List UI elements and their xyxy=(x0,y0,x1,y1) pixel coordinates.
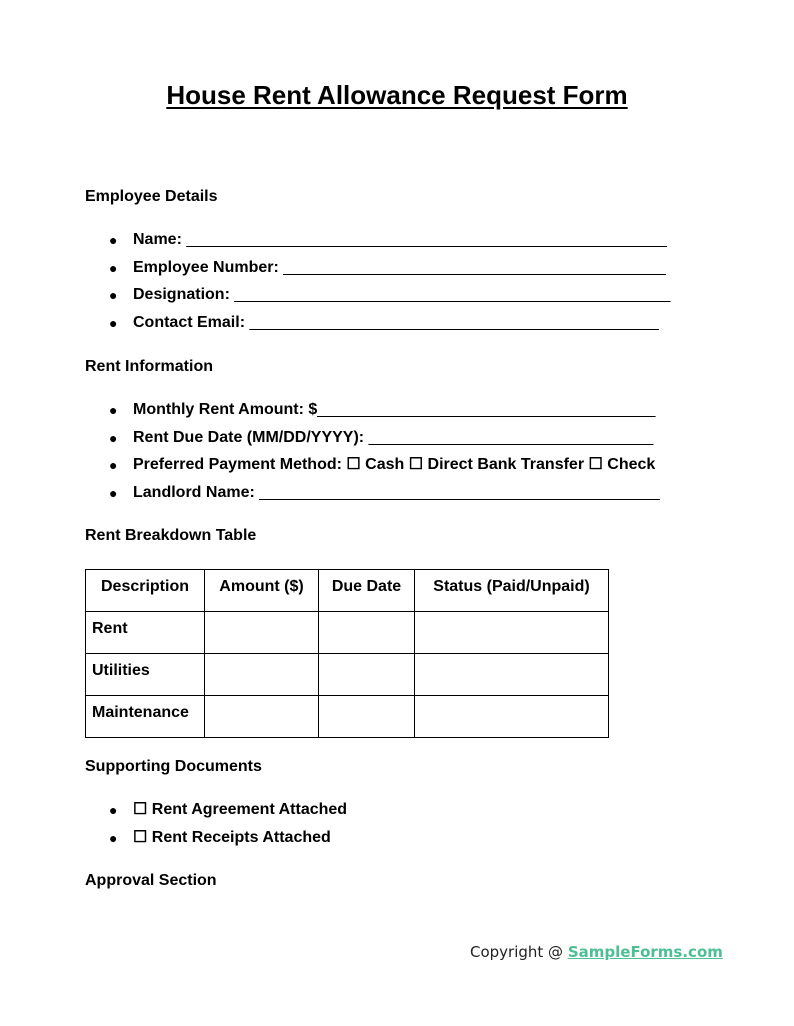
landlord-name-blank-line[interactable]: _____________________________________________ xyxy=(254,483,660,501)
row-description-rent: Rent xyxy=(86,612,205,654)
employee-number-blank-line[interactable]: ___________________________________________ xyxy=(278,258,666,276)
table-cell[interactable] xyxy=(319,612,415,654)
list-item xyxy=(85,484,660,512)
table-cell[interactable] xyxy=(205,696,319,738)
table-cell[interactable] xyxy=(415,612,609,654)
list-item xyxy=(85,231,670,259)
bullet-icon: ● xyxy=(109,232,118,248)
supporting-documents-heading: Supporting Documents xyxy=(85,758,262,775)
rent-breakdown-heading: Rent Breakdown Table xyxy=(85,527,257,544)
monthly-rent-blank-line[interactable]: ______________________________________ xyxy=(317,401,656,418)
bullet-icon: ● xyxy=(109,402,118,418)
rent-information-list xyxy=(85,401,660,511)
table-row xyxy=(86,696,609,738)
row-description-utilities: Utilities xyxy=(86,654,205,696)
rent-due-date-blank-line[interactable]: ________________________________ xyxy=(364,428,654,446)
list-item xyxy=(85,801,347,829)
name-blank-line[interactable]: ______________________________________________________ xyxy=(181,231,667,248)
page-title: House Rent Allowance Request Form xyxy=(166,80,628,110)
bullet-icon: ● xyxy=(109,259,118,276)
list-item xyxy=(85,456,660,484)
table-row xyxy=(86,612,609,654)
supporting-documents-list xyxy=(85,801,347,856)
employee-details-list xyxy=(85,231,670,341)
bullet-icon: ● xyxy=(109,314,118,331)
field-label-designation: Designation: xyxy=(133,286,230,303)
copyright-text: Copyright @ xyxy=(470,943,568,961)
table-cell[interactable] xyxy=(415,696,609,738)
bullet-icon: ● xyxy=(109,287,118,303)
table-cell[interactable] xyxy=(205,612,319,654)
column-header-due-date: Due Date xyxy=(319,570,415,612)
rent-breakdown-table xyxy=(85,569,609,738)
contact-email-blank-line[interactable]: ______________________________________________ xyxy=(245,313,659,331)
designation-blank-line[interactable]: _________________________________________________ xyxy=(229,286,671,303)
column-header-status: Status (Paid/Unpaid) xyxy=(415,570,609,612)
employee-details-heading: Employee Details xyxy=(85,188,218,205)
list-item xyxy=(85,286,670,314)
rent-information-heading: Rent Information xyxy=(85,358,213,375)
rent-agreement-checkbox[interactable]: ☐ Rent Agreement Attached xyxy=(133,801,348,818)
bullet-icon: ● xyxy=(109,829,118,846)
table-row xyxy=(86,654,609,696)
table-cell[interactable] xyxy=(205,654,319,696)
row-description-maintenance: Maintenance xyxy=(86,696,205,738)
column-header-description: Description xyxy=(86,570,205,612)
payment-method-options[interactable]: Preferred Payment Method: ☐ Cash ☐ Direct Bank Transfer ☐ Check xyxy=(133,456,656,473)
table-cell[interactable] xyxy=(319,696,415,738)
copyright-footer xyxy=(470,943,723,961)
column-header-amount: Amount ($) xyxy=(205,570,319,612)
field-label-monthly-rent: Monthly Rent Amount: $ xyxy=(133,401,318,418)
field-label-rent-due-date: Rent Due Date (MM/DD/YYYY): xyxy=(133,428,365,446)
table-cell[interactable] xyxy=(415,654,609,696)
field-label-landlord-name: Landlord Name: xyxy=(133,483,255,501)
list-item xyxy=(85,314,670,342)
approval-section-heading: Approval Section xyxy=(85,872,217,889)
bullet-icon: ● xyxy=(109,457,118,473)
field-label-contact-email: Contact Email: xyxy=(133,313,246,331)
table-cell[interactable] xyxy=(319,654,415,696)
field-label-employee-number: Employee Number: xyxy=(133,258,279,276)
bullet-icon: ● xyxy=(109,484,118,501)
bullet-icon: ● xyxy=(109,802,118,818)
sampleforms-link[interactable]: SampleForms.com xyxy=(567,943,723,961)
list-item xyxy=(85,429,660,457)
rent-receipts-checkbox[interactable]: ☐ Rent Receipts Attached xyxy=(133,828,331,846)
list-item xyxy=(85,259,670,287)
bullet-icon: ● xyxy=(109,429,118,446)
field-label-name: Name: xyxy=(133,231,182,248)
list-item xyxy=(85,829,347,857)
list-item xyxy=(85,401,660,429)
table-header-row xyxy=(86,570,609,612)
